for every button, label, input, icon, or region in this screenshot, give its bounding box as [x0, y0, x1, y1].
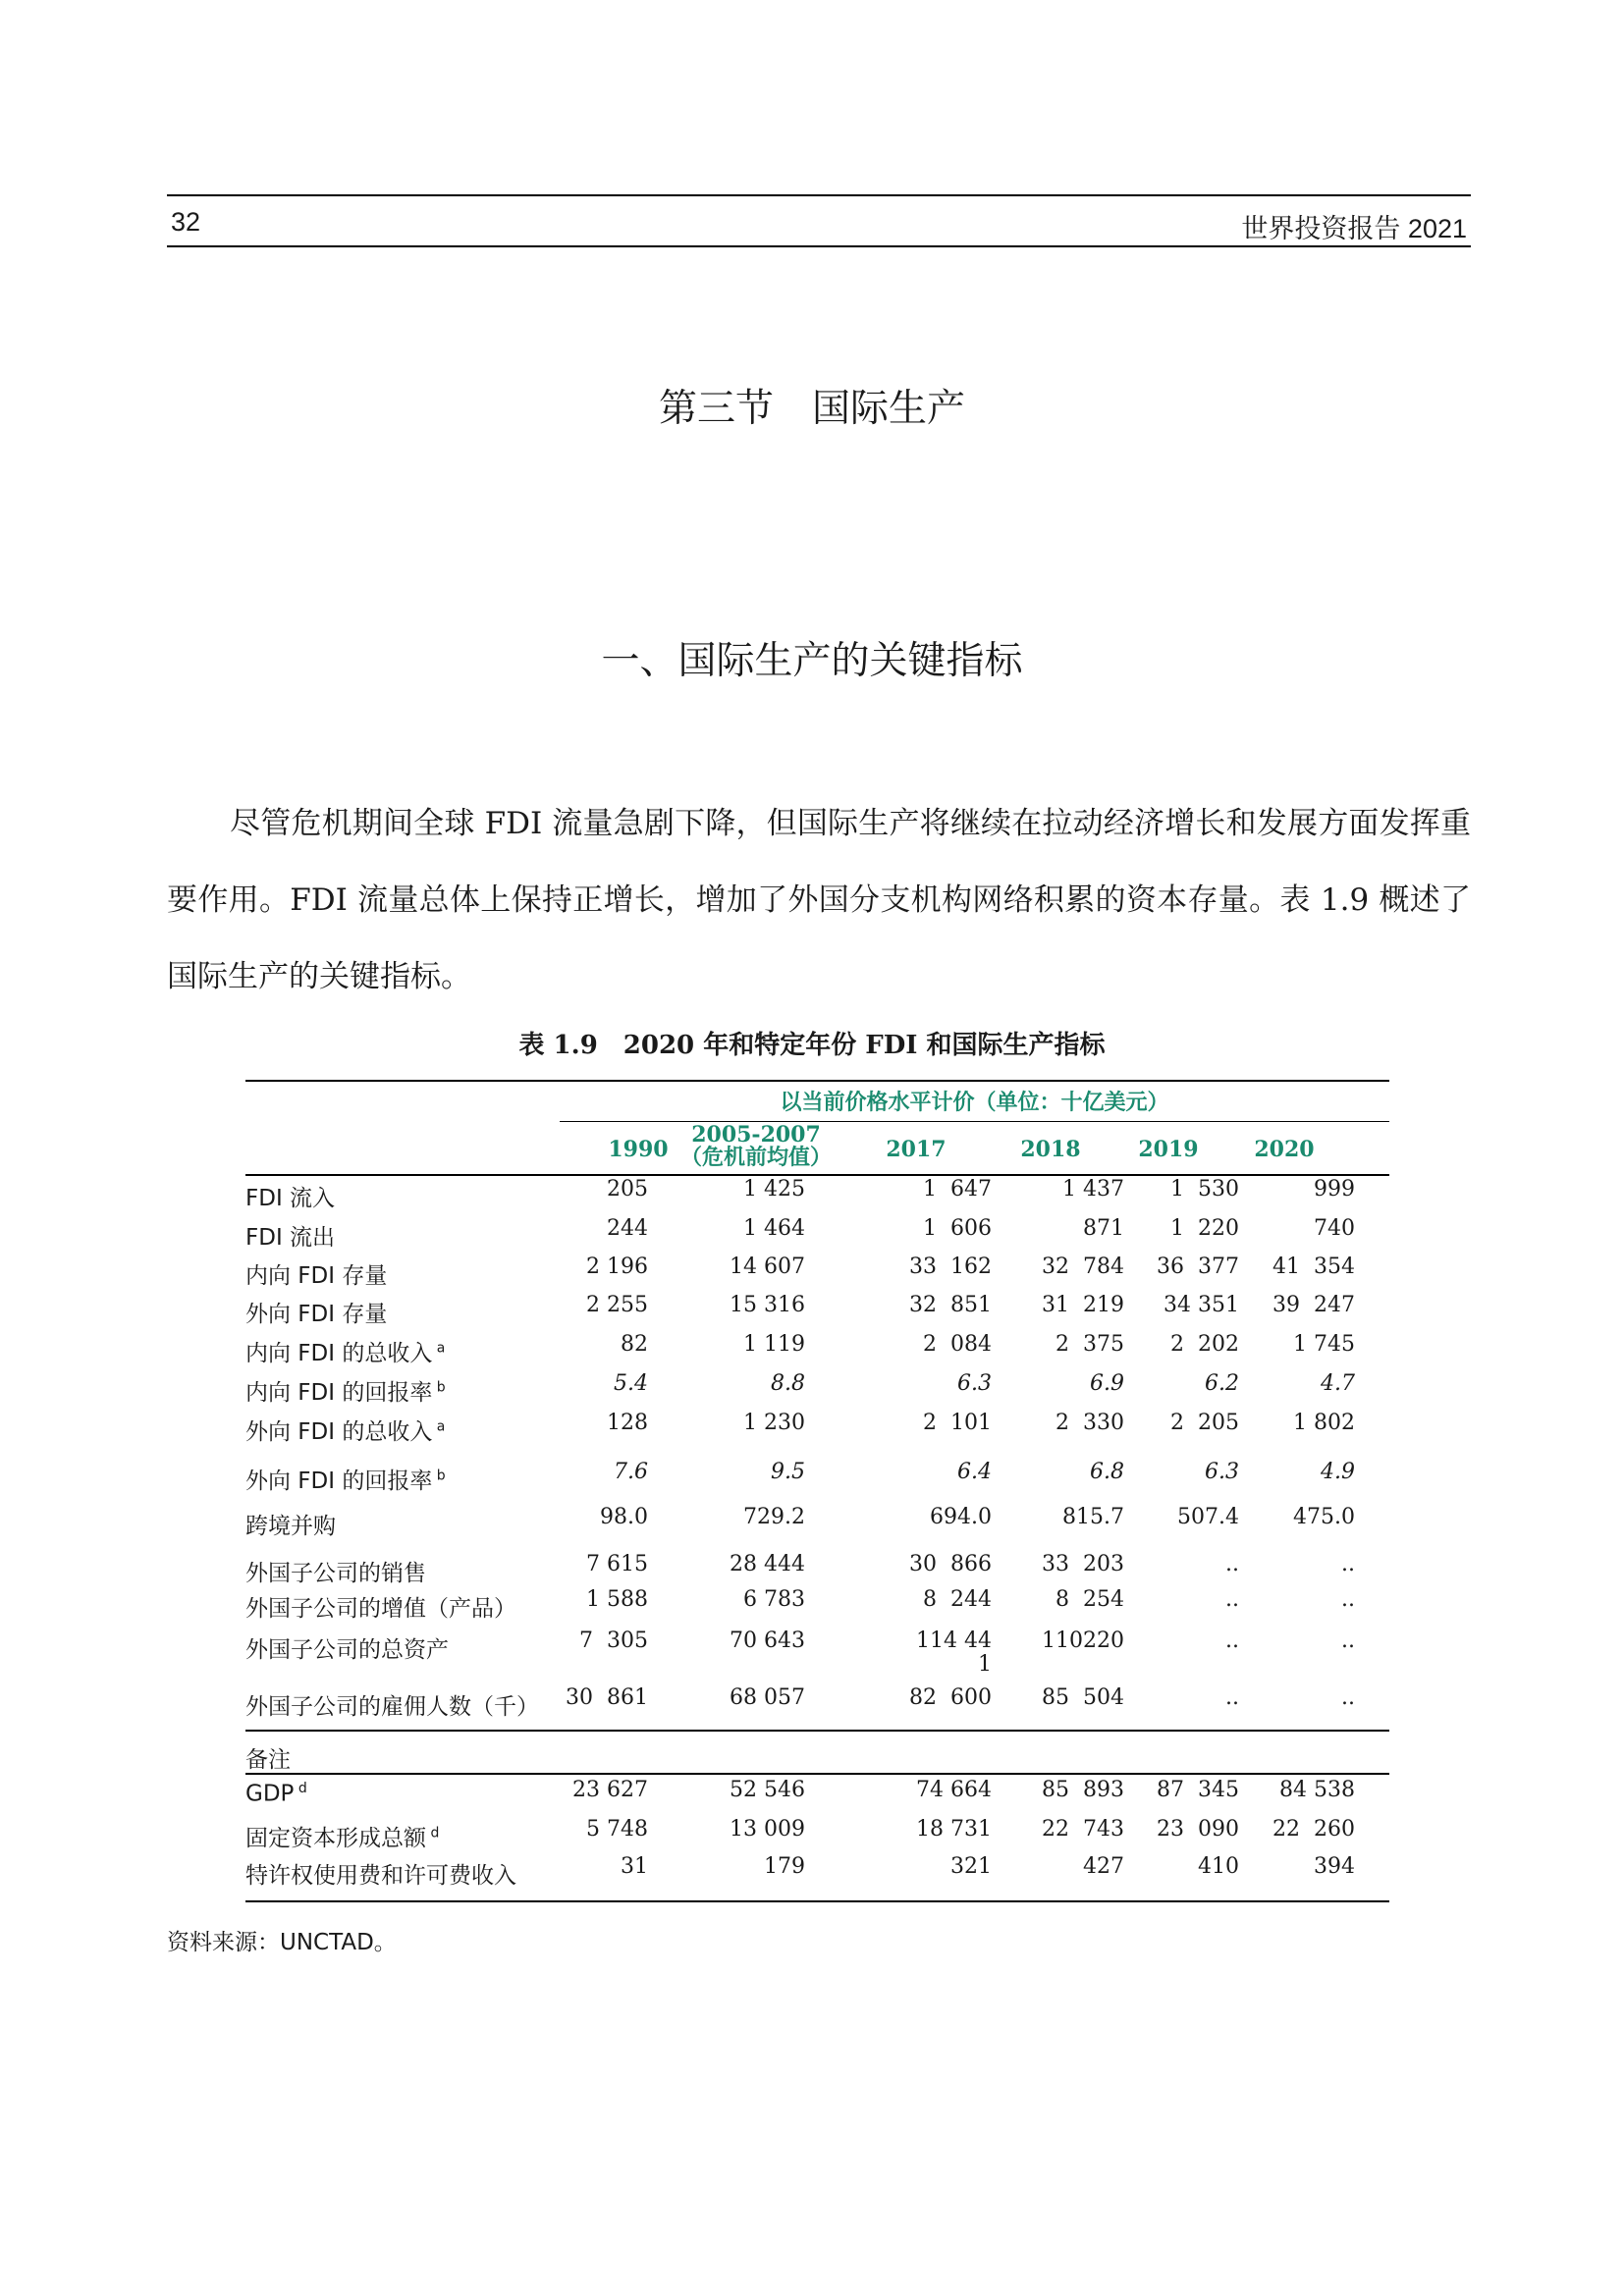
table-cell: ..: [1341, 1685, 1355, 1710]
table-source: 资料来源：UNCTAD。: [167, 1930, 397, 1955]
table-cell: 6.2: [1205, 1371, 1239, 1396]
table-cell: 8.8: [771, 1371, 805, 1396]
table-cell: 999: [1314, 1177, 1355, 1201]
table-cell: ..: [1225, 1685, 1239, 1710]
column-header-2020: 2020: [1254, 1137, 1315, 1162]
table-cell: 871: [1083, 1216, 1124, 1241]
table-cell: 9.5: [771, 1460, 805, 1484]
paragraph-text: 尽管危机期间全球 FDI 流量急剧下降，但国际生产将继续在拉动经济增长和发展方面发挥重要作用。FDI 流量总体上保持正增长，增加了外国分支机构网络积累的资本存量。表 1.9 概述了国际生产的关键指标。: [167, 806, 1471, 994]
table-cell: 1 464: [743, 1216, 805, 1241]
table-cell: 2 375: [1056, 1332, 1124, 1357]
table-cell: 4.9: [1321, 1460, 1355, 1484]
column-subheader: （危机前均值）: [679, 1146, 832, 1170]
row-label-text: 内向 FDI 存量: [245, 1263, 388, 1289]
table-cell: 244: [607, 1216, 648, 1241]
section-title: 第三节 国际生产: [658, 387, 965, 431]
table-cell: ..: [1341, 1552, 1355, 1576]
table-cell: 2 205: [1170, 1411, 1239, 1435]
table-cell: 1 606: [923, 1216, 992, 1241]
table-cell: 2 255: [586, 1293, 648, 1317]
page-header: [167, 201, 1471, 246]
table-cell: 39 247: [1272, 1293, 1355, 1317]
row-label-text: 外向 FDI 的总收入: [245, 1419, 433, 1445]
table-cell: 8 244: [923, 1587, 992, 1612]
table-cell: 1 647: [923, 1177, 992, 1201]
table-cell: ..: [1341, 1629, 1355, 1653]
table-caption: 表 1.9 2020 年和特定年份 FDI 和国际生产指标: [518, 1031, 1106, 1060]
table-cell: 5.4: [614, 1371, 648, 1396]
table-cell: 6.9: [1090, 1371, 1124, 1396]
row-label: [245, 1688, 539, 1721]
table-cell: ..: [1225, 1587, 1239, 1612]
table-cell: 1 588: [586, 1587, 648, 1612]
memo-rule-top: [245, 1730, 1389, 1732]
footnote-marker: d: [294, 1781, 307, 1796]
table-cell: 6 783: [743, 1587, 805, 1612]
row-label-text: 固定资本形成总额: [245, 1826, 426, 1851]
column-header-2018: 2018: [1020, 1137, 1081, 1162]
table-cell: 32 784: [1042, 1255, 1124, 1279]
table-cell: 1 745: [1293, 1332, 1355, 1357]
row-label-text: 跨境并购: [245, 1514, 336, 1539]
table-cell: 4.7: [1321, 1371, 1355, 1396]
table-cell: 1 220: [1170, 1216, 1239, 1241]
table-cell: 694.0: [930, 1505, 992, 1529]
table-cell: 7 615: [586, 1552, 648, 1576]
table-cell: 2 202: [1170, 1332, 1239, 1357]
table-cell: 30 861: [566, 1685, 648, 1710]
table-cell: 85 893: [1042, 1778, 1124, 1802]
table-cell: 14 607: [730, 1255, 805, 1279]
table-cell: 2 084: [923, 1332, 992, 1357]
row-label: [245, 1257, 387, 1290]
row-label: [245, 1374, 446, 1407]
row-label-text: 内向 FDI 的回报率: [245, 1380, 433, 1406]
header-top-rule: [167, 194, 1471, 196]
table-cell: 33 203: [1042, 1552, 1124, 1576]
row-label-text: 外向 FDI 的回报率: [245, 1468, 433, 1494]
table-cell: 6.4: [957, 1460, 992, 1484]
row-label: [245, 1508, 336, 1540]
column-header-2019: 2019: [1138, 1137, 1199, 1162]
table-cell: 31: [621, 1854, 648, 1879]
row-label: [245, 1631, 449, 1664]
row-label: [245, 1781, 307, 1807]
table-cell: ..: [1225, 1552, 1239, 1576]
table-cell: 28 444: [730, 1552, 805, 1576]
table-cell: 507.4: [1177, 1505, 1239, 1529]
column-header-2017: 2017: [886, 1137, 947, 1162]
column-header-1990: 1990: [608, 1137, 669, 1162]
table-cell: 7 305: [579, 1629, 648, 1653]
table-cell: 82: [621, 1332, 648, 1357]
table-cell: 68 057: [730, 1685, 805, 1710]
row-label: [245, 1857, 516, 1890]
table-cell: 33 162: [909, 1255, 992, 1279]
table-cell: 23 090: [1157, 1817, 1239, 1842]
table-cell: 2 101: [923, 1411, 992, 1435]
header-bottom-rule: [167, 245, 1471, 247]
footnote-marker: d: [426, 1825, 440, 1842]
row-label-text: FDI 流入: [245, 1186, 336, 1211]
row-label: [245, 1590, 516, 1623]
table-cell: 22 743: [1042, 1817, 1124, 1842]
table-cell: 85 504: [1042, 1685, 1124, 1710]
table-cell: 41 354: [1272, 1255, 1355, 1279]
table-cell: 84 538: [1279, 1778, 1355, 1802]
page-number: 32: [171, 207, 201, 237]
table-cell: 815.7: [1062, 1505, 1124, 1529]
row-label: [245, 1180, 335, 1212]
row-label-text: 外向 FDI 存量: [245, 1302, 388, 1327]
table-cell: 205: [607, 1177, 648, 1201]
table-cell: 5 748: [586, 1817, 648, 1842]
table-cell: 179: [764, 1854, 805, 1879]
memo-label: 备注: [245, 1747, 291, 1773]
row-label: [245, 1820, 439, 1852]
book-title: 世界投资报告 2021: [1241, 214, 1467, 243]
table-cell: 6.8: [1090, 1460, 1124, 1484]
body-paragraph: [167, 785, 1471, 1015]
table-cell: 15 316: [730, 1293, 805, 1317]
footnote-marker: a: [432, 1418, 446, 1435]
subsection-title: 一、国际生产的关键指标: [601, 639, 1023, 683]
table-cell: 6.3: [957, 1371, 992, 1396]
footnote-marker: b: [432, 1379, 446, 1396]
table-cell: 34 351: [1164, 1293, 1239, 1317]
row-label: [245, 1414, 445, 1446]
table-top-rule: [245, 1080, 1389, 1082]
table-cell: 394: [1314, 1854, 1355, 1879]
table-cell: 8 254: [1056, 1587, 1124, 1612]
table-cell: 2 330: [1056, 1411, 1124, 1435]
row-label-text: GDP: [245, 1781, 295, 1807]
row-label-text: FDI 流出: [245, 1225, 336, 1251]
row-label: [245, 1463, 446, 1495]
table-bottom-rule: [245, 1900, 1389, 1902]
column-header-group: [668, 1123, 844, 1170]
table-cell: 114 44 1: [916, 1629, 992, 1677]
table-cell: 98.0: [600, 1505, 648, 1529]
table-cell: 31 219: [1042, 1293, 1124, 1317]
table-cell: 74 664: [916, 1778, 992, 1802]
table-cell: 30 866: [909, 1552, 992, 1576]
table-cell: 740: [1314, 1216, 1355, 1241]
table-cell: 110220: [1042, 1629, 1124, 1653]
table-cell: 52 546: [730, 1778, 805, 1802]
table-cell: 18 731: [916, 1817, 992, 1842]
row-label-text: 外国子公司的总资产: [245, 1637, 449, 1663]
table-cell: 1 119: [743, 1332, 805, 1357]
row-label-text: 外国子公司的销售: [245, 1561, 426, 1586]
table-cell: 87 345: [1157, 1778, 1239, 1802]
table-cell: ..: [1341, 1587, 1355, 1612]
table-cell: 70 643: [730, 1629, 805, 1653]
table-cell: 1 530: [1170, 1177, 1239, 1201]
table-cell: 1 437: [1062, 1177, 1124, 1201]
table-cell: 1 425: [743, 1177, 805, 1201]
table-cell: 7.6: [614, 1460, 648, 1484]
table-cell: 475.0: [1293, 1505, 1355, 1529]
table-cell: 321: [950, 1854, 992, 1879]
table-cell: 427: [1083, 1854, 1124, 1879]
unit-rule: [560, 1121, 1389, 1122]
table-cell: ..: [1225, 1629, 1239, 1653]
table-cell: 22 260: [1272, 1817, 1355, 1842]
row-label-text: 特许权使用费和许可费收入: [245, 1863, 516, 1889]
unit-header: 以当前价格水平计价（单位：十亿美元）: [780, 1091, 1169, 1115]
table-cell: 6.3: [1205, 1460, 1239, 1484]
row-label-text: 内向 FDI 的总收入: [245, 1341, 433, 1366]
table-cell: 13 009: [730, 1817, 805, 1842]
row-label-text: 外国子公司的增值（产品）: [245, 1596, 516, 1622]
column-header-2005-2007: 2005-2007: [691, 1122, 821, 1148]
footnote-marker: a: [432, 1340, 446, 1357]
indicator-table: [245, 1080, 1389, 1904]
memo-rule-bottom: [245, 1773, 1389, 1775]
column-header-rule: [245, 1174, 1389, 1176]
table-cell: 36 377: [1157, 1255, 1239, 1279]
row-label: [245, 1335, 445, 1367]
table-cell: 23 627: [572, 1778, 648, 1802]
table-cell: 1 802: [1293, 1411, 1355, 1435]
table-cell: 82 600: [909, 1685, 992, 1710]
row-label: [245, 1296, 387, 1328]
row-label: [245, 1555, 426, 1587]
table-cell: 1 230: [743, 1411, 805, 1435]
table-cell: 2 196: [586, 1255, 648, 1279]
table-cell: 128: [607, 1411, 648, 1435]
table-cell: 729.2: [743, 1505, 805, 1529]
row-label: [245, 1219, 335, 1252]
footnote-marker: b: [432, 1468, 446, 1484]
table-cell: 410: [1198, 1854, 1239, 1879]
table-cell: 32 851: [909, 1293, 992, 1317]
row-label-text: 外国子公司的雇佣人数（千）: [245, 1694, 539, 1720]
